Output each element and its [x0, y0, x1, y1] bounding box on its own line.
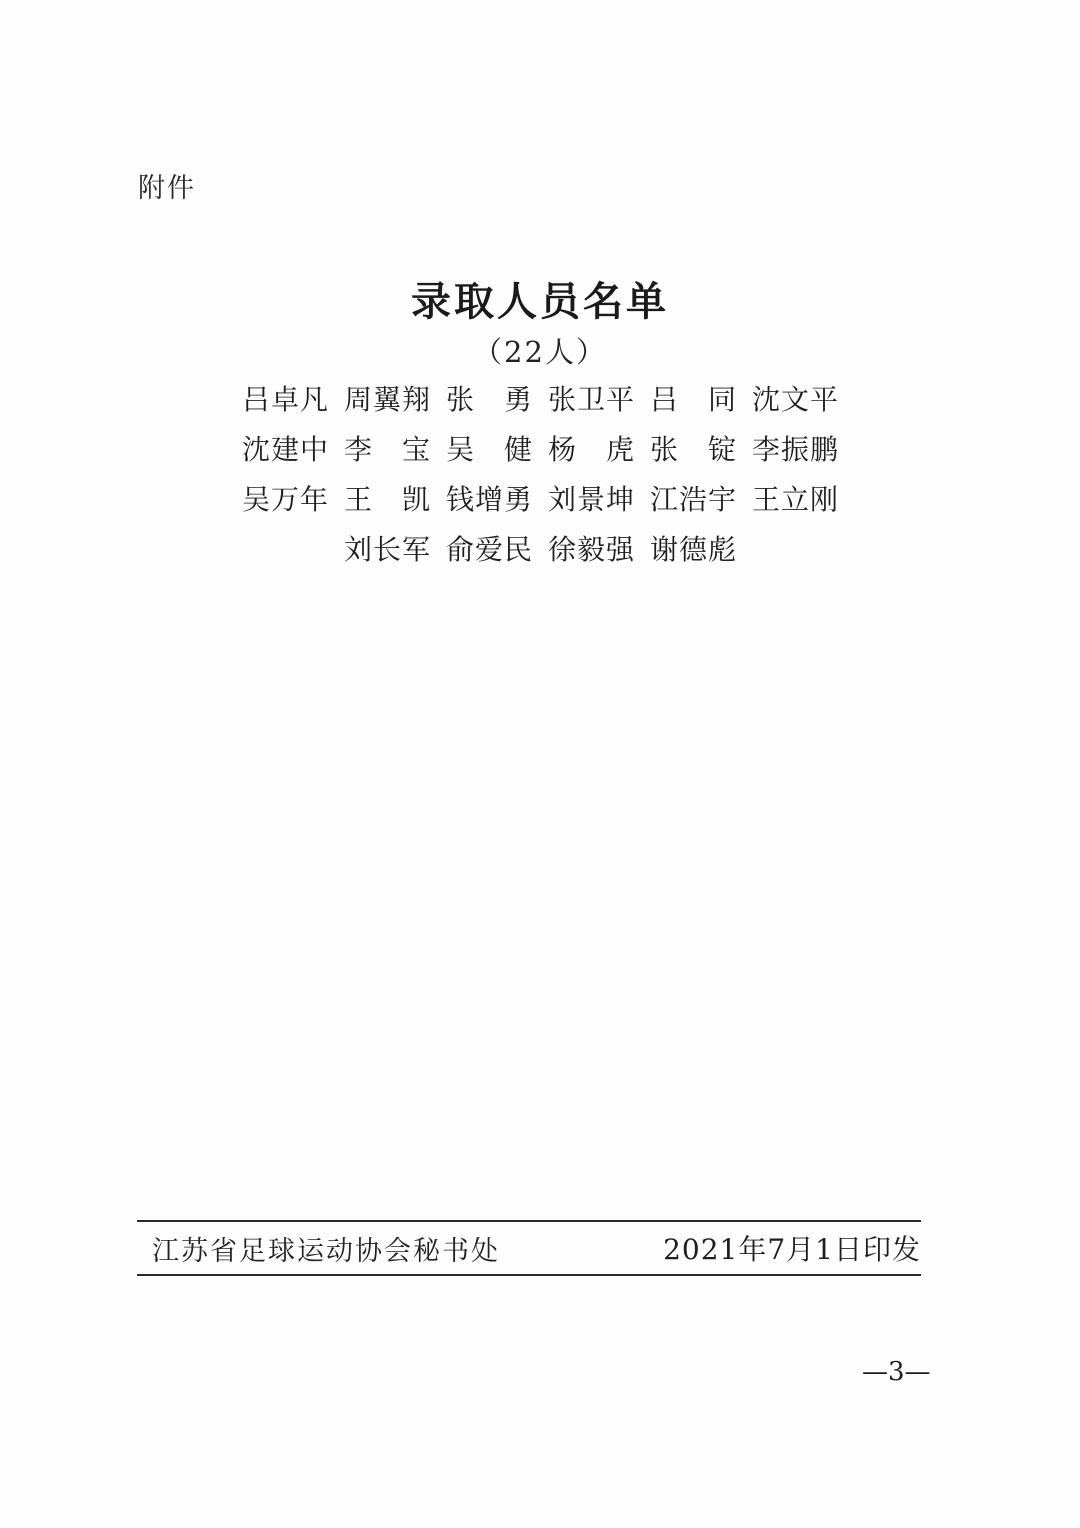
names-last-row — [344, 528, 752, 578]
name-item: 沈建中 — [242, 433, 330, 466]
issue-date: 2021年7月1日印发 — [663, 1233, 921, 1266]
name-item: 钱增勇 — [446, 483, 534, 516]
name-item: 杨 虎 — [548, 433, 636, 466]
admitted-count: （22人） — [473, 335, 607, 369]
name-item: 江浩宇 — [650, 483, 738, 516]
footer-bottom-rule — [137, 1274, 921, 1276]
name-item: 沈文平 — [752, 383, 840, 416]
name-item: 李振鹏 — [752, 433, 840, 466]
footer-top-rule — [137, 1220, 921, 1222]
names-grid — [242, 378, 852, 528]
name-item: 吴 健 — [446, 433, 534, 466]
name-item: 张卫平 — [548, 383, 636, 416]
name-item: 王 凯 — [344, 483, 432, 516]
issuer-name: 江苏省足球运动协会秘书处 — [152, 1236, 500, 1267]
name-item: 周翼翔 — [344, 383, 432, 416]
name-item: 张 锭 — [650, 433, 738, 466]
document-title: 录取人员名单 — [411, 278, 669, 325]
name-item: 徐毅强 — [548, 533, 636, 566]
name-item: 谢德彪 — [650, 533, 738, 566]
name-item: 李 宝 — [344, 433, 432, 466]
name-item: 吕卓凡 — [242, 383, 330, 416]
attachment-label: 附件 — [138, 173, 196, 204]
name-item: 吕 同 — [650, 383, 738, 416]
name-item: 吴万年 — [242, 483, 330, 516]
name-item: 刘长军 — [344, 533, 432, 566]
name-item: 俞爱民 — [446, 533, 534, 566]
name-item: 王立刚 — [752, 483, 840, 516]
name-item: 张 勇 — [446, 383, 534, 416]
name-item: 刘景坤 — [548, 483, 636, 516]
page-number: —3— — [862, 1357, 931, 1387]
